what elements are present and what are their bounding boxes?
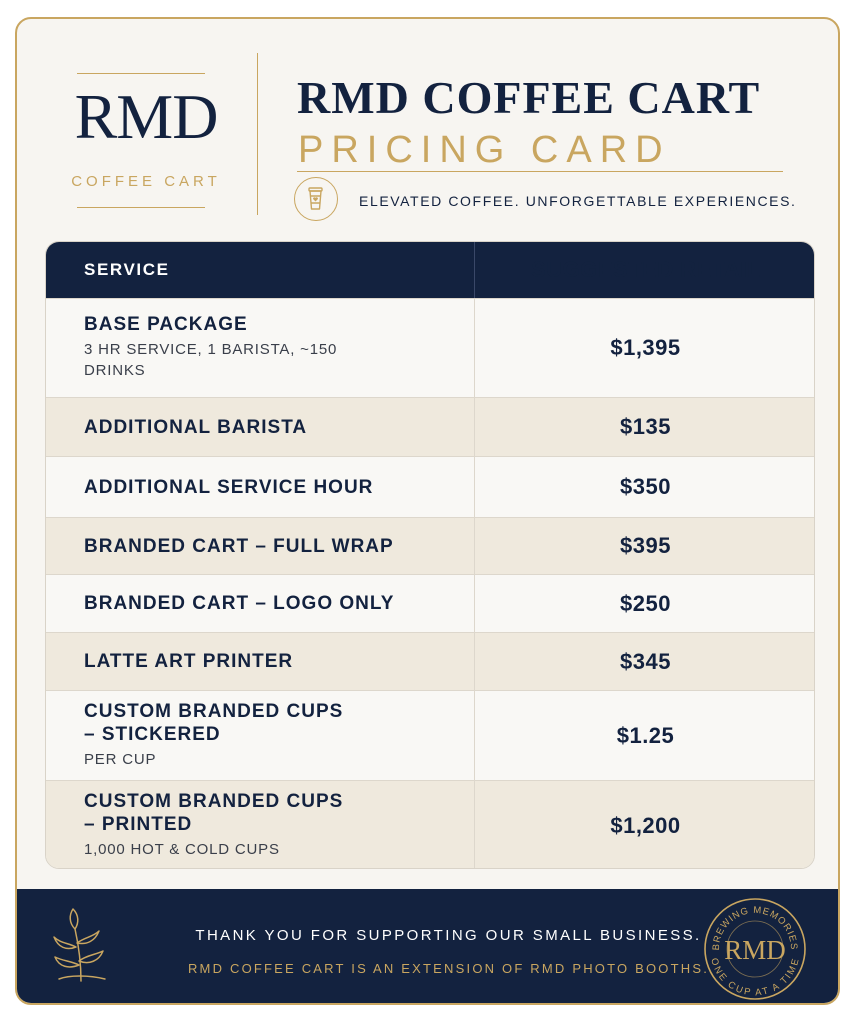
price-cell: $250 [620,590,671,616]
seal-top-text: BREWING MEMORIES [710,904,800,951]
price-cell: $350 [620,474,671,499]
service-note-line: DRINKS [84,362,146,379]
table-row [46,298,815,397]
page-title: RMD COFFEE CART [297,72,761,123]
service-name [84,790,454,836]
price-cell: $135 [620,414,671,439]
table-row [46,632,815,690]
service-note: PER CUP [84,750,157,768]
seal-center-text: RMD [724,935,786,965]
service-name: BRANDED CART – LOGO ONLY [84,593,395,614]
service-name: BRANDED CART – FULL WRAP [84,535,394,557]
brand-logo [61,73,221,208]
service-cell [84,398,454,456]
seal-bottom-text: ONE CUP AT A TIME [708,956,802,999]
service-cell [84,457,454,517]
service-cell [84,299,454,397]
logo-rule-bottom [77,207,205,208]
title-rule [297,171,783,172]
service-name: ADDITIONAL SERVICE HOUR [84,476,374,498]
column-header-service: SERVICE [84,260,170,279]
service-name [84,700,454,746]
service-note-line: 3 HR SERVICE, 1 BARISTA, ~150 [84,341,338,358]
service-name-line: – PRINTED [84,813,193,835]
price-cell: $1,395 [610,335,681,360]
service-cell [84,781,454,869]
table-header [46,242,815,298]
service-cell [84,633,454,690]
footer-thank-you-text: THANK YOU FOR SUPPORTING OUR SMALL BUSINESS. [195,927,702,944]
header-column-divider [474,242,475,298]
service-note: 1,000 HOT & COLD CUPS [84,840,280,858]
price-cell: $1,200 [610,812,681,838]
price-cell: $1.25 [616,722,675,748]
table-row [46,690,815,780]
table-row [46,780,815,869]
page-subtitle: PRICING CARD [298,129,671,171]
logo-rule-top [77,73,205,74]
service-name: BASE PACKAGE [84,314,248,335]
footer-banner [17,889,840,1005]
service-name: LATTE ART PRINTER [84,651,294,672]
service-name-line: – STICKERED [84,723,221,745]
coffee-cup-icon [294,177,338,221]
column-header-price: SUGGESTED RETAIL [530,257,762,282]
logo-wordmark: RMD [74,81,218,152]
brewing-memories-seal [703,897,807,1001]
table-row [46,456,815,517]
table-row [46,517,815,574]
service-name: ADDITIONAL BARISTA [84,416,308,438]
service-cell [84,691,454,780]
logo-subtitle: COFFEE CART [71,173,221,190]
footer-extension-text: RMD COFFEE CART IS AN EXTENSION OF RMD PHOTO BOOTHS. [187,961,710,976]
price-cell: $395 [620,533,671,558]
service-name-line: CUSTOM BRANDED CUPS [84,700,344,722]
price-cell: $345 [620,648,671,674]
pricing-card [15,17,840,1005]
tagline: ELEVATED COFFEE. UNFORGETTABLE EXPERIENCES. [359,193,797,209]
service-name-line: CUSTOM BRANDED CUPS [84,790,344,812]
pricing-table [45,241,815,869]
service-note [84,338,454,383]
table-row [46,574,815,632]
service-cell [84,518,454,574]
table-row [46,397,815,456]
header-divider [257,53,258,215]
service-cell [84,575,454,632]
